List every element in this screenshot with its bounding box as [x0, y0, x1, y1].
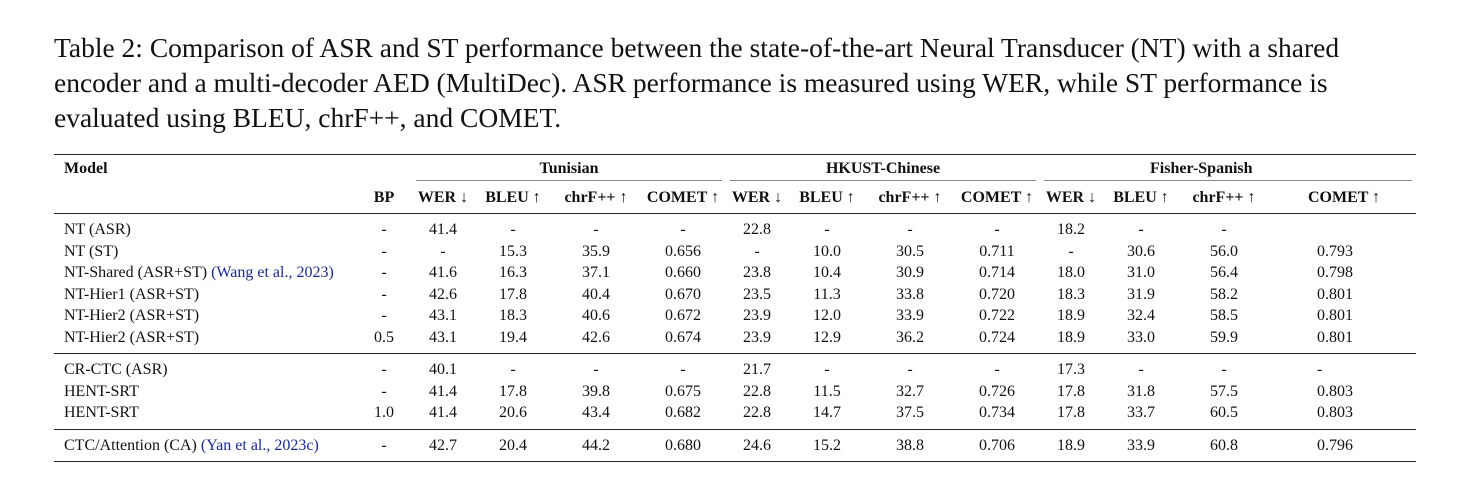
table-row — [54, 262, 1416, 284]
value-cell: 43.1 — [429, 307, 457, 324]
value-cell: 57.5 — [1210, 382, 1238, 400]
value-cell: 30.9 — [896, 264, 924, 281]
value-cell: - — [474, 214, 552, 241]
model-name: NT-Hier2 (ASR+ST) — [64, 307, 200, 324]
value-cell: - — [640, 354, 726, 381]
value-cell: 18.9 — [1040, 429, 1102, 462]
value-cell: 41.6 — [429, 264, 457, 281]
value-cell: 0.660 — [665, 264, 701, 281]
value-cell: 11.5 — [813, 382, 841, 400]
model-name-cell — [54, 241, 356, 263]
metric-header: WER ↓ — [1045, 189, 1097, 206]
value-cell: 15.2 — [788, 429, 866, 462]
model-name-cell — [54, 354, 356, 381]
bp-header: BP — [373, 189, 395, 206]
value-cell: 33.0 — [1127, 328, 1155, 346]
table-row — [54, 305, 1416, 327]
value-cell: - — [866, 354, 954, 381]
value-cell: 37.5 — [896, 404, 924, 421]
model-name: HENT-SRT — [64, 404, 139, 421]
value-cell: 0.801 — [1317, 307, 1353, 324]
value-cell: 0.734 — [979, 404, 1015, 421]
value-cell: 17.8 — [499, 285, 527, 303]
value-cell: 22.8 — [743, 382, 771, 400]
value-cell: 23.5 — [743, 285, 771, 303]
value-cell: 0.670 — [665, 285, 701, 303]
value-cell: - — [640, 214, 726, 241]
value-cell: 30.6 — [1127, 242, 1155, 260]
table-row — [54, 429, 1416, 462]
value-cell: 0.675 — [665, 382, 701, 400]
value-cell: 0.726 — [979, 382, 1015, 400]
model-name-cell — [54, 305, 356, 327]
metric-header: BLEU ↑ — [1113, 189, 1169, 206]
bp-cell: - — [356, 429, 412, 462]
table-row — [54, 327, 1416, 354]
metric-header: COMET ↑ — [1308, 189, 1381, 206]
value-cell: - — [954, 214, 1040, 241]
value-cell: 0.798 — [1317, 264, 1353, 281]
value-cell: 41.4 — [412, 214, 474, 241]
model-name: NT-Shared (ASR+ST) — [64, 264, 212, 281]
bp-cell: - — [381, 307, 387, 324]
value-cell: 42.7 — [412, 429, 474, 462]
table-row — [54, 241, 1416, 263]
value-cell: 56.0 — [1210, 242, 1238, 260]
table-row — [54, 284, 1416, 306]
value-cell: 11.3 — [813, 285, 841, 303]
value-cell: 0.714 — [979, 264, 1015, 281]
value-cell: 39.8 — [582, 382, 610, 400]
value-cell: 33.7 — [1127, 404, 1155, 421]
value-cell: - — [1180, 214, 1268, 241]
value-cell: 37.1 — [582, 264, 610, 281]
metric-header: chrF++ ↑ — [878, 189, 942, 206]
value-cell: 31.8 — [1127, 382, 1155, 400]
bp-cell: 0.5 — [374, 328, 394, 346]
value-cell: - — [1068, 242, 1074, 260]
value-cell: 32.4 — [1127, 307, 1155, 324]
model-name: CR-CTC (ASR) — [64, 361, 168, 378]
model-name-cell — [54, 214, 356, 241]
value-cell: 0.803 — [1317, 382, 1353, 400]
table-row — [54, 214, 1416, 241]
value-cell: 0.720 — [979, 285, 1015, 303]
value-cell: 0.724 — [979, 328, 1015, 346]
value-cell: 33.8 — [896, 285, 924, 303]
table-caption: Table 2: Comparison of ASR and ST performance between the state-of-the-art Neural Transducer (NT) with a shared encoder and a multi-decoder AED (MultiDec). ASR performance is measured using WER, while ST performance is evaluated using BLEU, chrF++, and COMET. — [54, 32, 1340, 133]
value-cell: - — [552, 354, 640, 381]
bp-cell: - — [356, 214, 412, 241]
bp-cell: - — [381, 242, 387, 260]
citation-link[interactable]: (Yan et al., 2023c) — [200, 436, 319, 454]
metric-header: chrF++ ↑ — [1192, 189, 1256, 206]
value-cell: 40.6 — [582, 307, 610, 324]
value-cell: 18.2 — [1040, 214, 1102, 241]
value-cell: 20.6 — [499, 404, 527, 421]
value-cell: 18.0 — [1057, 264, 1085, 281]
value-cell: 41.4 — [429, 382, 457, 400]
value-cell: 44.2 — [552, 429, 640, 462]
metric-header: BLEU ↑ — [485, 189, 541, 206]
value-cell: 43.1 — [429, 328, 457, 346]
value-cell: - — [788, 214, 866, 241]
value-cell: 0.722 — [979, 307, 1015, 324]
value-cell: 31.0 — [1127, 264, 1155, 281]
value-cell: 17.3 — [1040, 354, 1102, 381]
model-name: HENT-SRT — [64, 382, 139, 400]
value-cell: 0.656 — [665, 242, 701, 260]
value-cell: - — [552, 214, 640, 241]
value-cell: 17.8 — [1057, 404, 1085, 421]
value-cell: 0.682 — [665, 404, 701, 421]
value-cell: - — [1102, 354, 1180, 381]
value-cell: 42.6 — [582, 328, 610, 346]
value-cell: 0.801 — [1317, 285, 1353, 303]
value-cell: 0.674 — [665, 328, 701, 346]
value-cell: 16.3 — [499, 264, 527, 281]
value-cell: 59.9 — [1210, 328, 1238, 346]
metric-header: COMET ↑ — [960, 189, 1034, 206]
model-name: NT (ST) — [64, 242, 119, 260]
value-cell: 31.9 — [1127, 285, 1155, 303]
value-cell: 38.8 — [866, 429, 954, 462]
value-cell: 43.4 — [582, 404, 610, 421]
value-cell: 12.0 — [813, 307, 841, 324]
value-cell: - — [1268, 354, 1416, 381]
value-cell: 19.4 — [499, 328, 527, 346]
metric-header: WER ↓ — [417, 189, 469, 206]
value-cell: 32.7 — [896, 382, 924, 400]
value-cell: 23.8 — [743, 264, 771, 281]
value-cell: 33.9 — [896, 307, 924, 324]
value-cell: 22.8 — [743, 404, 771, 421]
value-cell: 58.5 — [1210, 307, 1238, 324]
value-cell: 0.711 — [979, 242, 1015, 260]
model-name-cell — [54, 284, 356, 306]
metric-header: BLEU ↑ — [799, 189, 855, 206]
model-name-cell — [54, 327, 356, 354]
value-cell: 60.5 — [1210, 404, 1238, 421]
value-cell: 18.3 — [1057, 285, 1085, 303]
value-cell: 0.801 — [1317, 328, 1353, 346]
value-cell: 23.9 — [743, 307, 771, 324]
value-cell: 40.1 — [412, 354, 474, 381]
bp-cell: - — [381, 382, 387, 400]
value-cell: - — [1102, 214, 1180, 241]
value-cell: 18.9 — [1057, 307, 1085, 324]
metric-header: WER ↓ — [731, 189, 783, 206]
value-cell: - — [474, 354, 552, 381]
group-header-tunisian: Tunisian — [412, 155, 726, 184]
value-cell: 17.8 — [499, 382, 527, 400]
value-cell: 36.2 — [896, 328, 924, 346]
metric-header: chrF++ ↑ — [564, 189, 628, 206]
value-cell: - — [788, 354, 866, 381]
value-cell: 17.8 — [1057, 382, 1085, 400]
value-cell: 0.803 — [1317, 404, 1353, 421]
group-header-hkust: HKUST-Chinese — [726, 155, 1040, 184]
value-cell: 41.4 — [429, 404, 457, 421]
table-body — [54, 214, 1416, 462]
model-name-cell — [54, 402, 356, 429]
table-row — [54, 402, 1416, 429]
model-header: Model — [54, 155, 356, 184]
model-name: CTC/Attention (CA) — [64, 436, 201, 454]
value-cell: 18.9 — [1057, 328, 1085, 346]
model-name: NT-Hier1 (ASR+ST) — [64, 285, 200, 303]
group-header-fisher: Fisher-Spanish — [1040, 155, 1416, 184]
model-name-cell — [54, 429, 356, 462]
value-cell: 12.9 — [813, 328, 841, 346]
model-name-cell — [54, 262, 356, 284]
value-cell: 0.793 — [1317, 242, 1353, 260]
value-cell: 0.796 — [1268, 429, 1416, 462]
value-cell: - — [954, 354, 1040, 381]
model-name: NT-Hier2 (ASR+ST) — [64, 328, 200, 346]
value-cell: 33.9 — [1102, 429, 1180, 462]
value-cell: 18.3 — [499, 307, 527, 324]
citation-link[interactable]: (Wang et al., 2023) — [211, 264, 334, 281]
value-cell: 10.0 — [813, 242, 841, 260]
value-cell: 0.680 — [640, 429, 726, 462]
value-cell: 35.9 — [582, 242, 610, 260]
model-name-cell — [54, 381, 356, 403]
results-table — [54, 154, 1416, 462]
value-cell: 20.4 — [474, 429, 552, 462]
value-cell: - — [1180, 354, 1268, 381]
value-cell: 23.9 — [743, 328, 771, 346]
table-row — [54, 354, 1416, 381]
value-cell: 30.5 — [896, 242, 924, 260]
value-cell: 56.4 — [1210, 264, 1238, 281]
model-name: NT (ASR) — [64, 221, 131, 238]
bp-cell: - — [356, 354, 412, 381]
value-cell: 42.6 — [429, 285, 457, 303]
value-cell: - — [866, 214, 954, 241]
bp-cell: - — [381, 285, 387, 303]
value-cell: 15.3 — [499, 242, 527, 260]
value-cell: 0.706 — [954, 429, 1040, 462]
value-cell: 24.6 — [726, 429, 788, 462]
value-cell — [1268, 214, 1416, 241]
value-cell: - — [440, 242, 446, 260]
bp-cell: - — [381, 264, 387, 281]
value-cell: 14.7 — [813, 404, 841, 421]
value-cell: 40.4 — [582, 285, 610, 303]
value-cell: - — [754, 242, 760, 260]
value-cell: 60.8 — [1180, 429, 1268, 462]
value-cell: 21.7 — [726, 354, 788, 381]
bp-cell: 1.0 — [374, 404, 394, 421]
value-cell: 10.4 — [813, 264, 841, 281]
table-row — [54, 381, 1416, 403]
value-cell: 58.2 — [1210, 285, 1238, 303]
metric-header: COMET ↑ — [646, 189, 720, 206]
value-cell: 0.672 — [665, 307, 701, 324]
value-cell: 22.8 — [726, 214, 788, 241]
